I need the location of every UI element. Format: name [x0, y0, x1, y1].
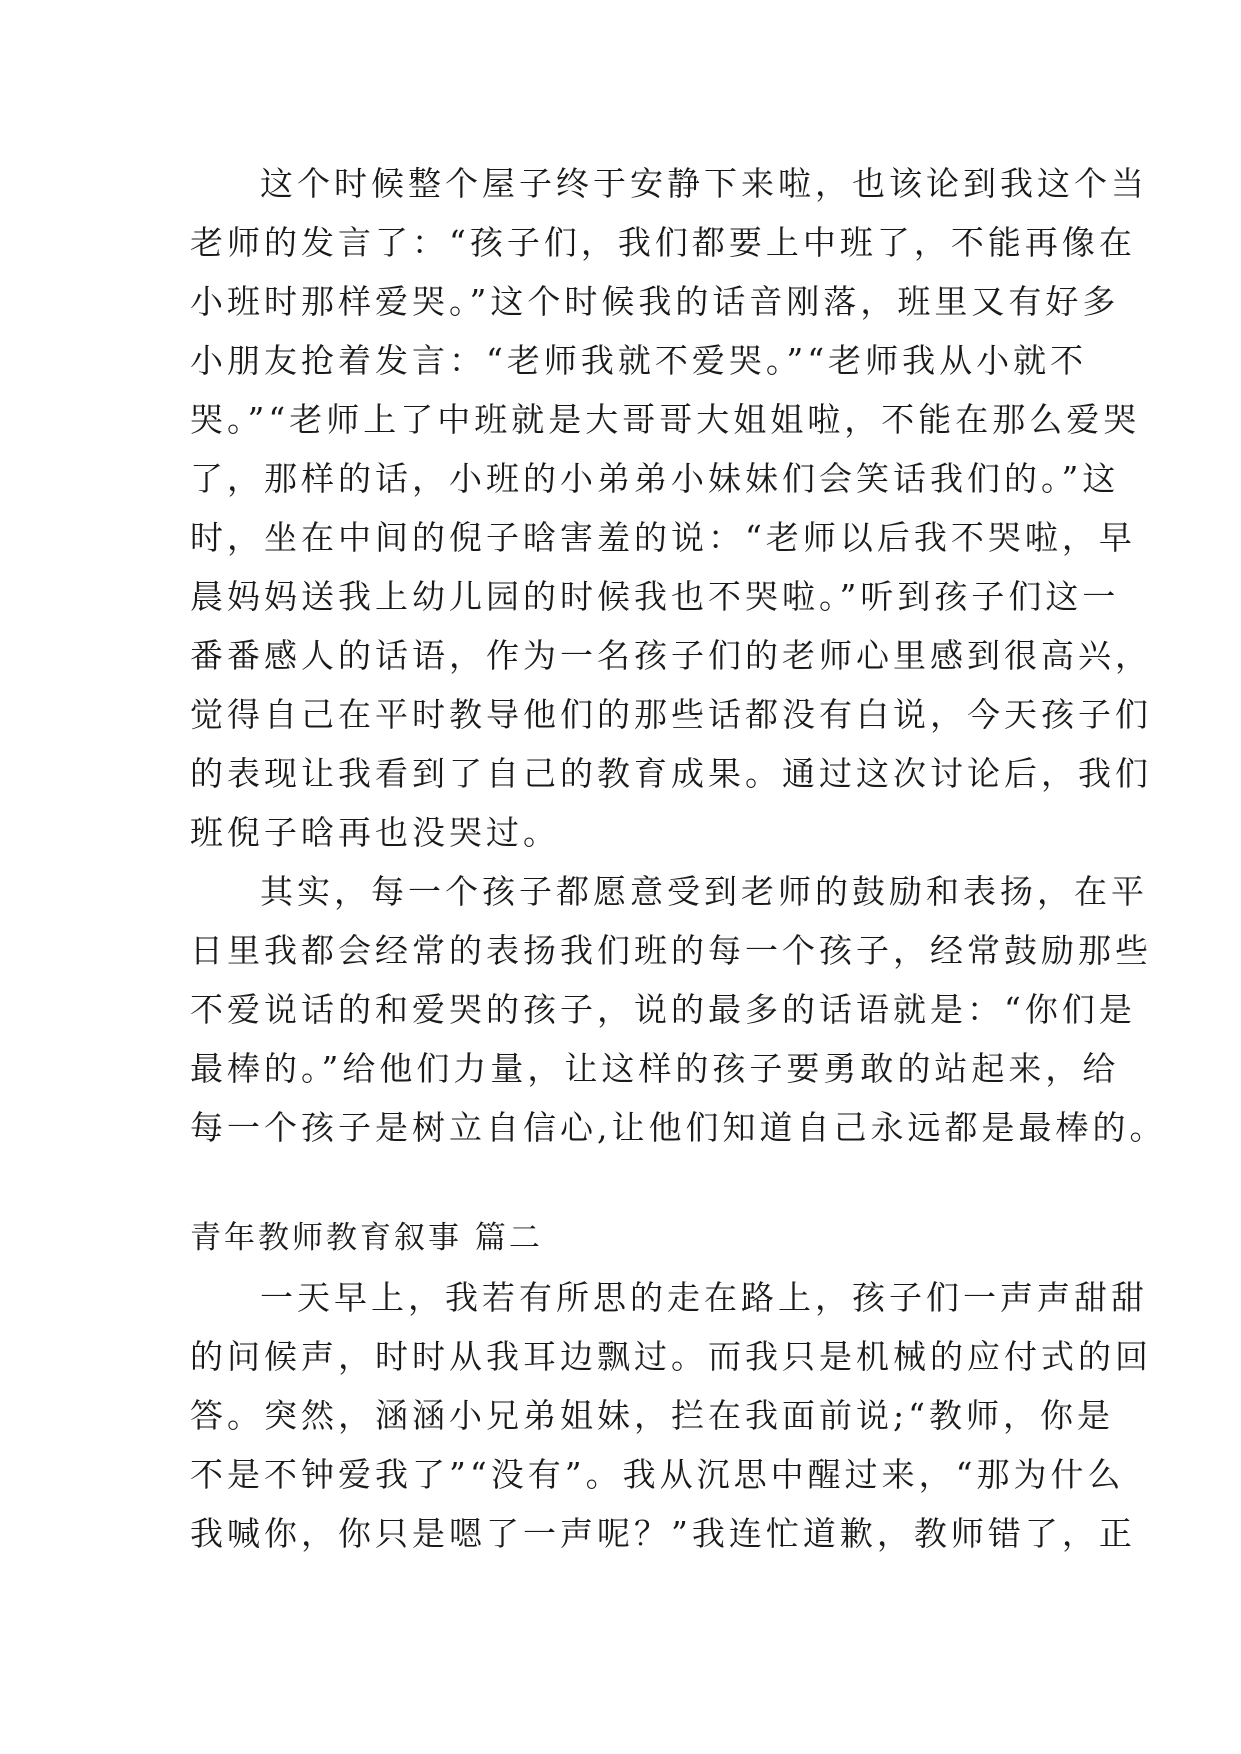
text-line: 时，坐在中间的倪子晗害羞的说：“老师以后我不哭啦，早 [190, 518, 1136, 557]
text-line: 老师的发言了：“孩子们，我们都要上中班了，不能再像在 [190, 223, 1136, 262]
text-line: 小班时那样爱哭。”这个时候我的话音刚落，班里又有好多 [190, 282, 1120, 321]
text-line: 晨妈妈送我上幼儿园的时候我也不哭啦。”听到孩子们这一 [190, 577, 1120, 616]
text-line: 不爱说话的和爱哭的孩子，说的最多的话语就是：“你们是 [190, 990, 1136, 1029]
text-line: 哭。”“老师上了中班就是大哥哥大姐姐啦，不能在那么爱哭 [190, 400, 1141, 439]
text-line: 一天早上，我若有所思的走在路上，孩子们一声声甜甜 [260, 1278, 1148, 1317]
text-line: 答。突然，涵涵小兄弟姐妹，拦在我面前说;“教师，你是 [190, 1396, 1114, 1435]
text-line: 每一个孩子是树立自信心,让他们知道自己永远都是最棒的。 [190, 1108, 1167, 1147]
text-line: 最棒的。”给他们力量，让这样的孩子要勇敢的站起来，给 [190, 1049, 1120, 1088]
paragraph-3 [190, 1268, 1152, 1563]
paragraph-2 [190, 862, 1167, 1157]
text-line: 番番感人的话语，作为一名孩子们的老师心里感到很高兴， [190, 636, 1152, 675]
section-heading: 青年教师教育叙事 篇二 [190, 1220, 543, 1256]
paragraph-1 [190, 154, 1152, 862]
text-line: 班倪子晗再也没哭过。 [190, 813, 560, 852]
text-line: 的表现让我看到了自己的教育成果。通过这次讨论后，我们 [190, 754, 1152, 793]
text-line: 的问候声，时时从我耳边飘过。而我只是机械的应付式的回 [190, 1337, 1152, 1376]
text-line: 其实，每一个孩子都愿意受到老师的鼓励和表扬，在平 [260, 872, 1148, 911]
document-body [190, 154, 1167, 1563]
text-line: 这个时候整个屋子终于安静下来啦，也该论到我这个当 [260, 164, 1148, 203]
section-spacer [190, 1157, 1050, 1209]
text-line: 我喊你，你只是嗯了一声呢？”我连忙道歉，教师错了，正 [190, 1514, 1136, 1553]
text-line: 觉得自己在平时教导他们的那些话都没有白说，今天孩子们 [190, 695, 1152, 734]
text-line: 日里我都会经常的表扬我们班的每一个孩子，经常鼓励那些 [190, 931, 1152, 970]
text-line: 小朋友抢着发言：“老师我就不爱哭。”“老师我从小就不 [190, 341, 1088, 380]
text-line: 了，那样的话，小班的小弟弟小妹妹们会笑话我们的。”这 [190, 459, 1120, 498]
text-line: 不是不钟爱我了”“没有”。我从沉思中醒过来，“那为什么 [190, 1455, 1125, 1494]
